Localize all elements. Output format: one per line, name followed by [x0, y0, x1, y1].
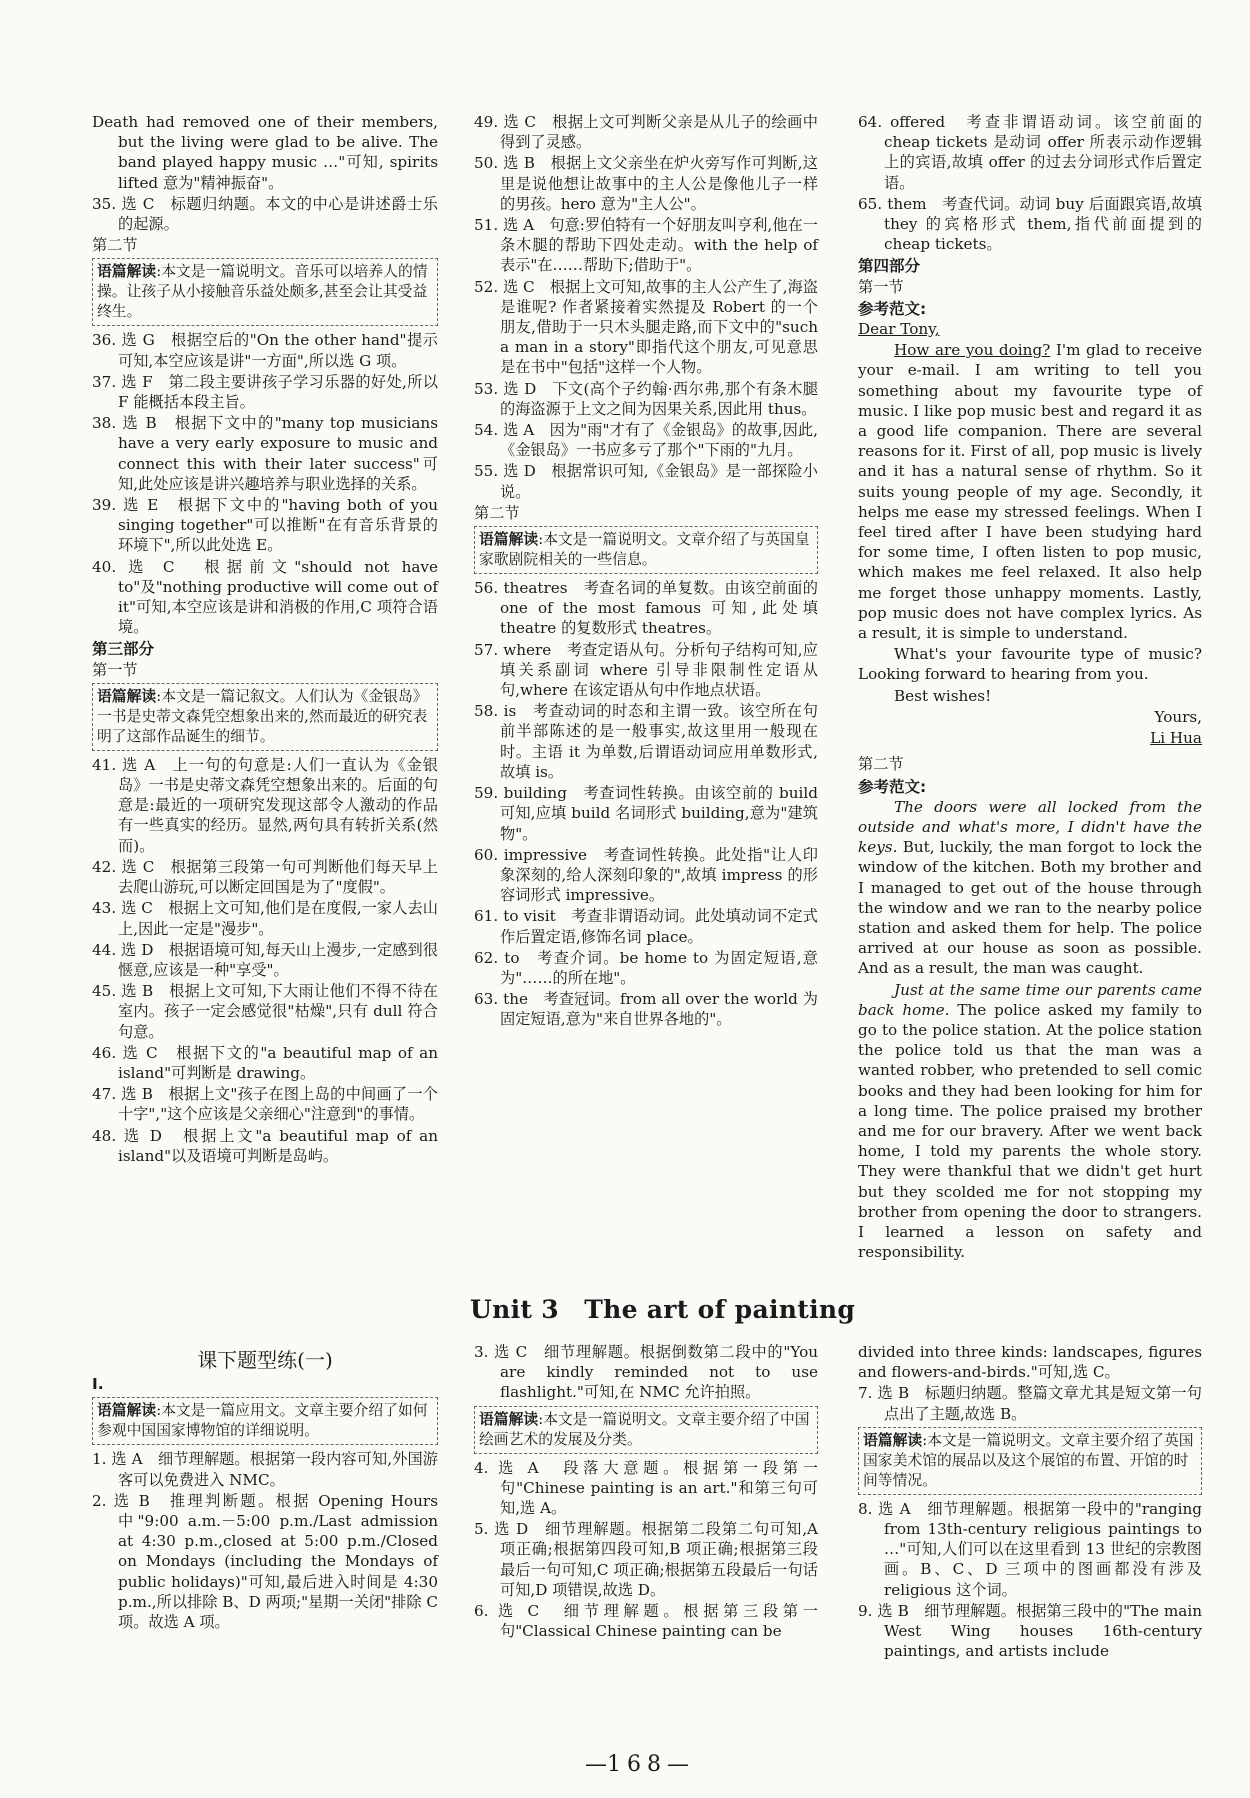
- letter-body-1: How are you doing? I'm glad to receive your e-mail. I am writing to tell you something about my favourite type of music. I like pop music best and regard it as a good life companion. There are several reasons for it. First of all, pop music is lively and it has a natural sense of rhythm. So it suits young people of my age. Secondly, it helps me ease my stressed feelings. When I feel tired after I have been studying hard for some time, I often listen to pop music, which makes me feel relaxed. It also help me forget those unhappy moments. Lastly, pop music does not have complex lyrics. As a result, it is simple to understand.: [858, 341, 1202, 643]
- answer-item: 36. 选 G 根据空后的"On the other hand"提示可知,本空应该是讲"一方面",所以选 G 项。: [92, 331, 438, 370]
- section-heading: 参考范文:: [858, 299, 927, 318]
- essay-paragraph-1: The doors were all locked from the outside and what's more, I didn't have the keys. But, luckily, the man forgot to lock the window of the kitchen. Both my brother and I managed to get out of the house through the window and we ran to the nearby police station and asked them for help. The police arrived at our house as soon as possible. And as a result, the man was caught.: [858, 797, 1202, 978]
- section-heading: 第一节: [92, 660, 138, 679]
- answer-item: 60. impressive 考查词性转换。此处指"让人印象深刻的,给人深刻印象的",故填 impress 的形容词形式 impressive。: [474, 845, 818, 905]
- answer-item: 39. 选 E 根据下文中的"having both of you singing together"可以推断"在有音乐背景的环境下",所以此处选 E。: [92, 496, 438, 555]
- answer-item: 55. 选 D 根据常识可知,《金银岛》是一部探险小说。: [474, 462, 818, 501]
- reading-analysis-label: 语篇解读: [479, 531, 539, 549]
- answer-item: 37. 选 F 第二段主要讲孩子学习乐器的好处,所以 F 能概括本段主旨。: [92, 372, 438, 412]
- letter-salutation: Dear Tony,: [858, 320, 940, 339]
- reading-analysis-box: 语篇解读:本文是一篇说明文。文章主要介绍了英国国家美术馆的展品以及这个展馆的布置、开馆的时间等情况。: [858, 1427, 1202, 1495]
- section-heading: Ⅰ.: [92, 1375, 104, 1394]
- column-1-bottom: [92, 1342, 438, 1633]
- answer-item: 52. 选 C 根据上文可知,故事的主人公产生了,海盗是谁呢? 作者紧接着实然提及 Robert 的一个朋友,借助于一只木头腿走路,而下文中的"such a man in a story"即指代这个朋友,可见意思是在书中"包括"这样一个人物。: [474, 277, 818, 377]
- answer-item: 62. to 考查介词。be home to 为固定短语,意为"……的所在地"。: [474, 948, 818, 987]
- answer-item: 9. 选 B 细节理解题。根据第三段中的"The main West Wing houses 16th-century paintings, and artists include: [858, 1601, 1202, 1661]
- section-heading: 第四部分: [858, 257, 921, 276]
- answer-item: 40. 选 C 根据前文"should not have to"及"nothing productive will come out of it"可知,本空应该是讲和消极的作用,C 项符合语境。: [92, 557, 438, 637]
- answer-item: 57. where 考查定语从句。分析句子结构可知,应填关系副词 where 引导非限制性定语从句,where 在该定语从句中作地点状语。: [474, 640, 818, 700]
- page-number: —168—: [585, 1752, 689, 1777]
- letter-closing: Best wishes!: [894, 686, 992, 705]
- column-3-bottom: [858, 1342, 1202, 1662]
- reference-letter: [858, 319, 1202, 748]
- reference-essay-label: 参考范文:: [858, 777, 927, 796]
- answer-item: 48. 选 D 根据上文"a beautiful map of an island"以及语境可判断是岛屿。: [92, 1126, 438, 1165]
- answer-item: 41. 选 A 上一句的句意是:人们一直认为《金银岛》一书是史蒂文森凭空想象出来的。后面的句意是:最近的一项研究发现这部令人激动的作品有一些真实的经历。显然,两句具有转折关系(然而)。: [92, 755, 438, 855]
- section-2-heading: 第二节: [858, 755, 904, 774]
- section-heading: 第一节: [858, 277, 904, 296]
- answer-item: 3. 选 C 细节理解题。根据倒数第二段中的"You are kindly reminded not to use flashlight."可知,在 NMC 允许拍照。: [474, 1343, 818, 1402]
- answer-item: 45. 选 B 根据上文可知,下大雨让他们不得不待在室内。孩子一定会感觉很"枯燥",只有 dull 符合句意。: [92, 982, 438, 1041]
- answer-item: 38. 选 B 根据下文中的"many top musicians have a very early exposure to music and connect this with their later success"可知,此处应该是讲兴趣培养与职业选择的关系。: [92, 414, 438, 493]
- answer-item: 54. 选 A 因为"雨"才有了《金银岛》的故事,因此,《金银岛》一书应多亏了那个"下雨的"九月。: [474, 421, 818, 460]
- answer-item: 7. 选 B 标题归纳题。整篇文章尤其是短文第一句点出了主题,故选 B。: [858, 1384, 1202, 1423]
- answer-item: 4. 选 A 段落大意题。根据第一段第一句"Chinese painting is an art."和第三句可知,选 A。: [474, 1458, 818, 1518]
- answer-item: 43. 选 C 根据上文可知,他们是在度假,一家人去山上,因此一定是"漫步"。: [92, 899, 438, 938]
- answer-item: 5. 选 D 细节理解题。根据第二段第二句可知,A 项正确;根据第四段可知,B 项正确;根据第三段最后一句可知,C 项正确;根据第五段最后一句话可知,D 项错误,故选 D。: [474, 1520, 818, 1599]
- letter-name: Li Hua: [1150, 729, 1202, 748]
- column-3-top: [858, 112, 1202, 1263]
- answer-item: 58. is 考查动词的时态和主谓一致。该空所在句前半部陈述的是一般事实,故这里用一般现在时。主语 it 为单数,后谓语动词应用单数形式,故填 is。: [474, 702, 818, 781]
- reading-analysis-box: 语篇解读:本文是一篇说明文。音乐可以培养人的情操。让孩子从小接触音乐益处颇多,甚至会让其受益终生。: [92, 258, 438, 326]
- section-heading: 第二节: [474, 503, 520, 522]
- column-1-top: [92, 112, 438, 1167]
- reading-analysis-label: 语篇解读: [479, 1410, 539, 1428]
- letter-body-2: What's your favourite type of music? Looking forward to hearing from you.: [858, 645, 1202, 684]
- answer-item: 8. 选 A 细节理解题。根据第一段中的"ranging from 13th-century religious paintings to …"可知,人们可以在这里看到 13 世纪的宗教图画。B、C、D 三项中的图画都没有涉及 religious 这个词。: [858, 1499, 1202, 1599]
- answer-item: 44. 选 D 根据语境可知,每天山上漫步,一定感到很惬意,应该是一种"享受"。: [92, 940, 438, 979]
- answer-item: 2. 选 B 推理判断题。根据 Opening Hours 中"9:00 a.m.－5:00 p.m./Last admission at 4:30 p.m.,closed at 5:00 p.m./Closed on Mondays (including the Mondays of public holidays)"可知,最后进入时间是 4:30 p.m.,所以排除 B、D 两项;"星期一关闭"排除 C 项。故选 A 项。: [92, 1491, 438, 1632]
- answer-item: 53. 选 D 下文(高个子约翰·西尔弗,那个有条木腿的海盗源于上文之间为因果关系,因此用 thus。: [474, 379, 818, 418]
- reading-analysis-box: 语篇解读:本文是一篇说明文。文章主要介绍了中国绘画艺术的发展及分类。: [474, 1406, 818, 1454]
- reading-analysis-label: 语篇解读: [97, 687, 157, 705]
- answer-item: 56. theatres 考查名词的单复数。由该空前面的 one of the most famous 可知,此处填 theatre 的复数形式 theatres。: [474, 579, 818, 638]
- answer-item: 35. 选 C 标题归纳题。本文的中心是讲述爵士乐的起源。: [92, 194, 438, 234]
- reading-analysis-box: 语篇解读:本文是一篇说明文。文章介绍了与英国皇家歌剧院相关的一些信息。: [474, 526, 818, 574]
- answer-item: 65. them 考查代词。动词 buy 后面跟宾语,故填 they 的宾格形式 them,指代前面提到的 cheap tickets。: [858, 194, 1202, 254]
- answer-item: 49. 选 C 根据上文可判断父亲是从儿子的绘画中得到了灵感。: [474, 113, 818, 152]
- letter-signoff: Yours,: [1154, 707, 1202, 726]
- section-heading: 第三部分: [92, 640, 155, 659]
- column-2-bottom: [474, 1342, 818, 1642]
- essay-paragraph-2: Just at the same time our parents came back home. The police asked my family to go to the police station. At the police station the police told us that the man was a wanted robber, who pretended to sell comic books and they had been looking for him for a long time. The police praised my brother and me for our bravery. After we went back home, I told my parents the whole story. They were thankful that we didn't get hurt but they scolded me for not stopping my brother from opening the door to strangers. I learned a lesson on safety and responsibility.: [858, 980, 1202, 1262]
- unit-title: Unit 3 The art of painting: [470, 1295, 856, 1324]
- answer-item: 46. 选 C 根据下文的"a beautiful map of an island"可判断是 drawing。: [92, 1043, 438, 1082]
- answer-item: 63. the 考查冠词。from all over the world 为固定短语,意为"来自世界各地的"。: [474, 990, 818, 1029]
- column-2-top: [474, 112, 818, 1031]
- answer-item-continued: divided into three kinds: landscapes, figures and flowers-and-birds."可知,选 C。: [858, 1343, 1202, 1382]
- reading-analysis-label: 语篇解读: [97, 1402, 157, 1420]
- answer-item: 47. 选 B 根据上文"孩子在图上岛的中间画了一个十字","这个应该是父亲细心"注意到"的事情。: [92, 1085, 438, 1124]
- answer-item: 50. 选 B 根据上文父亲坐在炉火旁写作可判断,这里是说他想让故事中的主人公是像他儿子一样的男孩。hero 意为"主人公"。: [474, 154, 818, 213]
- answer-item: 1. 选 A 细节理解题。根据第一段内容可知,外国游客可以免费进入 NMC。: [92, 1450, 438, 1489]
- reading-analysis-box: 语篇解读:本文是一篇记叙文。人们认为《金银岛》一书是史蒂文森凭空想象出来的,然而最近的研究表明了这部作品诞生的细节。: [92, 683, 438, 751]
- lesson-title: 课下题型练(一): [197, 1348, 333, 1372]
- answer-item: 51. 选 A 句意:罗伯特有一个好朋友叫亨利,他在一条木腿的帮助下四处走动。with the help of 表示"在……帮助下;借助于"。: [474, 216, 818, 275]
- reading-analysis-label: 语篇解读: [97, 263, 157, 281]
- answer-item: 42. 选 C 根据第三段第一句可判断他们每天早上去爬山游玩,可以断定回国是为了"度假"。: [92, 857, 438, 897]
- reference-essay: [858, 797, 1202, 1263]
- answer-item: Death had removed one of their members, but the living were glad to be alive. The band played happy music …"可知, spirits lifted 意为"精神振奋"。: [92, 113, 438, 192]
- answer-item: 6. 选 C 细节理解题。根据第三段第一句"Classical Chinese painting can be: [474, 1602, 818, 1641]
- reading-analysis-box: 语篇解读:本文是一篇应用文。文章主要介绍了如何参观中国国家博物馆的详细说明。: [92, 1397, 438, 1445]
- section-heading: 第二节: [92, 236, 138, 255]
- reading-analysis-label: 语篇解读: [863, 1431, 923, 1449]
- answer-item: 64. offered 考查非谓语动词。该空前面的 cheap tickets 是动词 offer 所表示动作逻辑上的宾语,故填 offer 的过去分词形式作后置定语。: [858, 113, 1202, 192]
- answer-item: 59. building 考查词性转换。由该空前的 build 可知,应填 build 名词形式 building,意为"建筑物"。: [474, 784, 818, 843]
- answer-item: 61. to visit 考查非谓语动词。此处填动词不定式作后置定语,修饰名词 place。: [474, 907, 818, 946]
